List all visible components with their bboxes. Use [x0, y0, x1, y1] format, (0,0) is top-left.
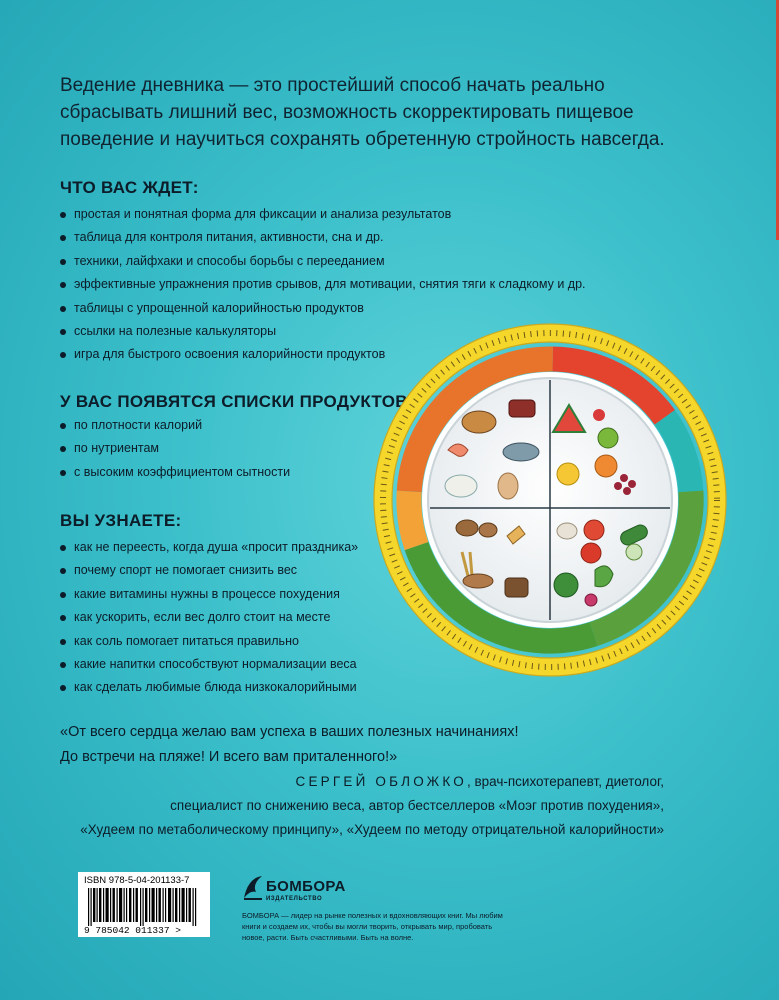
barcode-icon	[84, 888, 204, 926]
section-title-product-lists: У ВАС ПОЯВЯТСЯ СПИСКИ ПРОДУКТОВ:	[60, 392, 414, 411]
intro-paragraph: Ведение дневника — это простейший способ начать реально сбрасывать лишний вес, возможность скорректировать пищевое поведение и научиться сохранять обретенную стройность навсегда.	[60, 75, 665, 150]
list-item: как не переесть, когда душа «просит праздника»	[60, 536, 358, 559]
list-item: как соль помогает питаться правильно	[60, 630, 358, 653]
list-item: техники, лайфхаки и способы борьбы с перееданием	[60, 250, 586, 273]
list-item: таблица для контроля питания, активности, сна и др.	[60, 226, 586, 249]
egg-icon	[498, 473, 518, 499]
publisher-subtitle: ИЗДАТЕЛЬСТВО	[266, 896, 323, 902]
author-credits-line-3: «Худеем по метаболическому принципу», «Худеем по методу отрицательной калорийности»	[80, 822, 664, 837]
publisher-description: БОМБОРА — лидер на рынке полезных и вдохновляющих книг. Мы любим книги и создаем их, чтобы вы могли творить, открывать мир, пробовать новое, расти. Быть счастливыми. Быть на волне.	[242, 911, 503, 942]
isbn-label: ISBN 978-5-04-201133-7	[84, 875, 190, 886]
potato-icon	[479, 523, 497, 537]
list-item: как сделать любимые блюда низкокалорийными	[60, 676, 358, 699]
tomato-icon	[584, 520, 604, 540]
apple-icon	[598, 428, 618, 448]
bread-icon	[505, 578, 528, 597]
list-item: какие напитки способствуют нормализации веса	[60, 653, 358, 676]
potato-icon	[456, 520, 478, 536]
list-item: с высоким коэффициентом сытности	[60, 461, 290, 484]
section-title-what-awaits: ЧТО ВАС ЖДЕТ:	[60, 178, 199, 197]
author-credits-line-2: специалист по снижению веса, автор бестселлеров «Моэг против похудения»,	[170, 798, 664, 813]
section-title-you-will-learn: ВЫ УЗНАЕТЕ:	[60, 511, 182, 530]
chicken-icon	[462, 411, 496, 433]
fish-icon	[503, 443, 539, 461]
mushroom-icon	[557, 523, 577, 539]
orange-icon	[595, 455, 617, 477]
lemon-icon	[557, 463, 579, 485]
strawberry-icon	[593, 409, 605, 421]
author-name: СЕРГЕЙ ОБЛОЖКО	[295, 774, 467, 789]
steak-icon	[509, 400, 535, 417]
publisher-name: БОМБОРА	[266, 878, 346, 895]
cucumber-slice-icon	[626, 544, 642, 560]
list-item: какие витамины нужны в процессе похудения	[60, 583, 358, 606]
author-quote	[60, 720, 519, 770]
quote-line-2: До встречи на пляже! И всего вам приталенного!»	[60, 749, 398, 765]
radish-icon	[585, 594, 597, 606]
bombora-wave-icon	[242, 872, 264, 902]
cottage-cheese-icon	[445, 475, 477, 497]
list-item: простая и понятная форма для фиксации и анализа результатов	[60, 203, 586, 226]
list-item: эффективные упражнения против срывов, для мотивации, снятия тяги к сладкому и др.	[60, 273, 586, 296]
publisher-logo	[242, 872, 346, 907]
author-credits	[80, 770, 664, 842]
isbn-digits: 9 785042 011337 >	[84, 925, 181, 936]
buckwheat-bowl-icon	[463, 574, 493, 588]
ring-segment-amber	[409, 491, 417, 546]
author-role: , врач-психотерапевт, диетолог,	[466, 774, 664, 789]
list-item: почему спорт не помогает снизить вес	[60, 559, 358, 582]
isbn-barcode-box	[78, 872, 210, 937]
broccoli-icon	[554, 573, 578, 597]
list-item: игра для быстрого освоения калорийности продуктов	[60, 343, 586, 366]
quote-line-1: «От всего сердца желаю вам успеха в ваших полезных начинаниях!	[60, 724, 519, 740]
list-item: по нутриентам	[60, 437, 290, 460]
list-item: как ускорить, если вес долго стоит на месте	[60, 606, 358, 629]
list-item: таблицы с упрощенной калорийностью продуктов	[60, 297, 586, 320]
pepper-icon	[581, 543, 601, 563]
list-item: ссылки на полезные калькуляторы	[60, 320, 586, 343]
list-item: по плотности калорий	[60, 414, 290, 437]
